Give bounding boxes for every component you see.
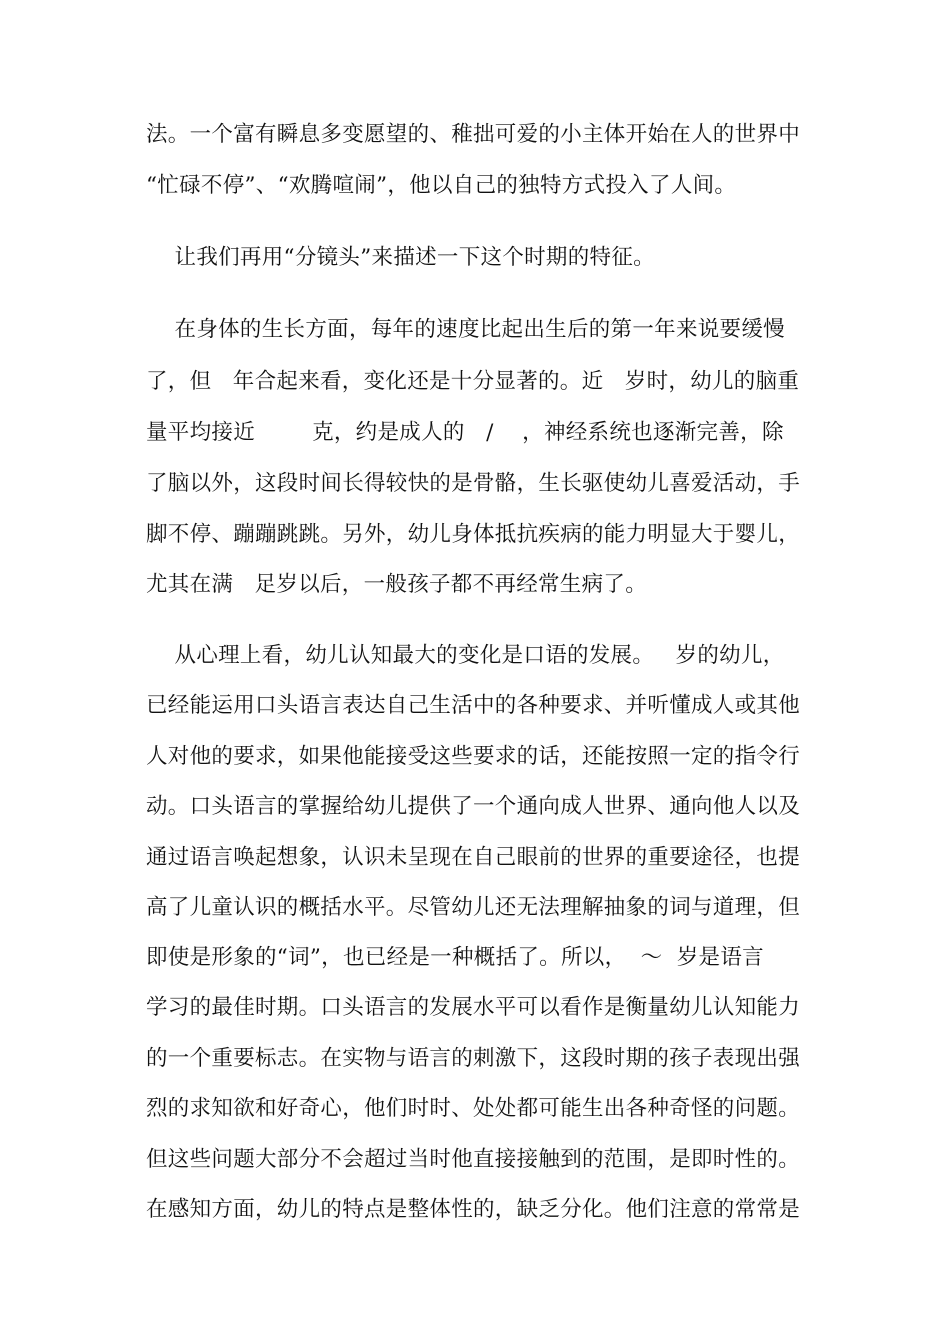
- text-line: 让我们再用“分镜头”来描述一下这个时期的特征。: [146, 245, 655, 270]
- text-line: 但这些问题大部分不会超过当时他直接接触到的范围，是即时性的。: [146, 1147, 801, 1172]
- text-line: 法。一个富有瞬息多变愿望的、稚拙可爱的小主体开始在人的世界中: [146, 122, 801, 147]
- text-line: 尤其在满 足岁以后，一般孩子都不再经常生病了。: [146, 572, 648, 597]
- text-line: 在身体的生长方面，每年的速度比起出生后的第一年来说要缓慢: [146, 317, 785, 342]
- text-line: 即使是形象的“词”，也已经是一种概括了。所以， ～ 岁是语言: [146, 945, 764, 970]
- text-line: 量平均接近 克，约是成人的 / ，神经系统也逐渐完善，除: [146, 420, 784, 445]
- text-line: 脚不停、蹦蹦跳跳。另外，幼儿身体抵抗疾病的能力明显大于婴儿，: [146, 522, 801, 547]
- text-line: 从心理上看，幼儿认知最大的变化是口语的发展。 岁的幼儿，: [146, 643, 785, 668]
- text-line: 已经能运用口头语言表达自己生活中的各种要求、并听懂成人或其他: [146, 693, 801, 718]
- text-line: 学习的最佳时期。口头语言的发展水平可以看作是衡量幼儿认知能力: [146, 995, 801, 1020]
- text-line: 高了儿童认识的概括水平。尽管幼儿还无法理解抽象的词与道理，但: [146, 895, 801, 920]
- text-line: 了，但 年合起来看，变化还是十分显著的。近 岁时，幼儿的脑重: [146, 369, 800, 394]
- text-line: 动。口头语言的掌握给幼儿提供了一个通向成人世界、通向他人以及: [146, 794, 801, 819]
- text-line: “忙碌不停”、“欢腾喧闹”，他以自己的独特方式投入了人间。: [146, 173, 737, 198]
- text-line: 烈的求知欲和好奇心，他们时时、处处都可能生出各种奇怪的问题。: [146, 1096, 801, 1121]
- text-line: 通过语言唤起想象，认识未呈现在自己眼前的世界的重要途径，也提: [146, 845, 801, 870]
- text-line: 人对他的要求，如果他能接受这些要求的话，还能按照一定的指令行: [146, 744, 801, 769]
- text-line: 在感知方面，幼儿的特点是整体性的，缺乏分化。他们注意的常常是: [146, 1197, 801, 1222]
- text-line: 了脑以外，这段时间长得较快的是骨骼，生长驱使幼儿喜爱活动，手: [146, 471, 801, 496]
- text-line: 的一个重要标志。在实物与语言的刺激下，这段时期的孩子表现出强: [146, 1046, 801, 1071]
